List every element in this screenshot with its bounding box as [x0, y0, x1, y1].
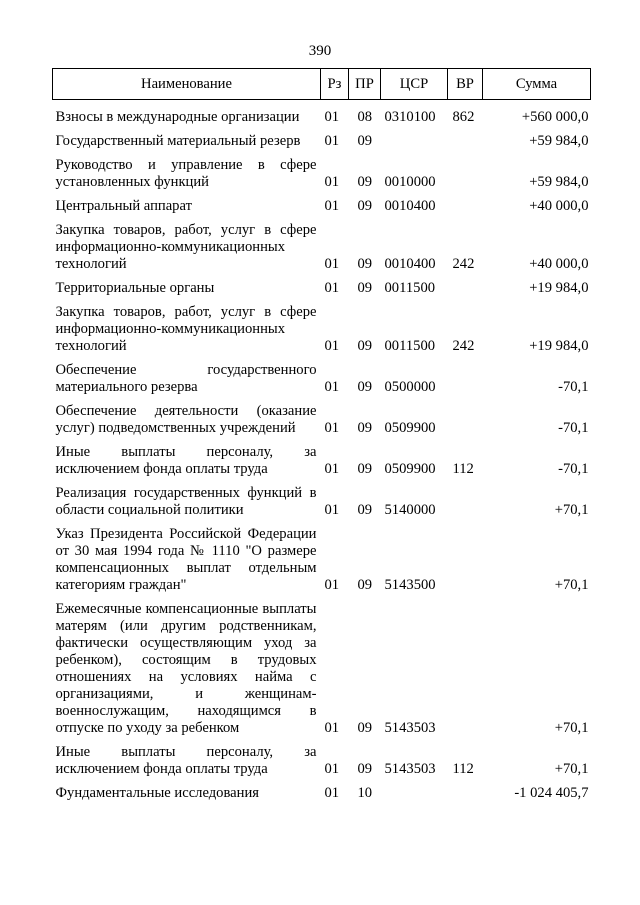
cell-name: Реализация государственных функций в области социальной политики	[55, 485, 317, 518]
cell-vr: 112	[452, 761, 474, 777]
cell-sum: -70,1	[558, 461, 589, 477]
cell-rz: 01	[324, 761, 340, 777]
cell-sum: +70,1	[554, 577, 589, 593]
cell-pr: 09	[357, 502, 373, 518]
table-row	[53, 437, 591, 478]
header-sum: Сумма	[483, 69, 591, 100]
cell-name: Территориальные органы	[55, 280, 215, 296]
table-row	[53, 215, 591, 273]
cell-name: Руководство и управление в сфере установленных функций	[55, 157, 317, 190]
table-header-row	[53, 69, 591, 100]
cell-csr	[381, 778, 448, 802]
cell-vr	[448, 273, 483, 297]
cell-pr: 09	[357, 174, 373, 190]
cell-sum: +40 000,0	[529, 198, 589, 214]
table-row	[53, 396, 591, 437]
cell-name: Указ Президента Российской Федерации от 30 мая 1994 года № 1110 "О размере компенсационных выплат отдельным категориям граждан"	[55, 526, 317, 593]
cell-rz: 01	[324, 133, 340, 149]
cell-csr: 0509900	[384, 420, 436, 436]
cell-name: Центральный аппарат	[55, 198, 192, 214]
cell-pr: 08	[357, 109, 373, 125]
table-row	[53, 778, 591, 802]
table-body	[53, 100, 591, 803]
cell-pr: 09	[357, 133, 373, 149]
cell-csr: 0011500	[384, 280, 436, 296]
table-row	[53, 191, 591, 215]
page-number: 390	[308, 43, 332, 59]
table-row	[53, 273, 591, 297]
table-row	[53, 100, 591, 127]
cell-name: Взносы в международные организации	[55, 109, 300, 125]
cell-vr	[448, 396, 483, 437]
cell-rz: 01	[324, 785, 340, 801]
cell-sum: +59 984,0	[529, 174, 589, 190]
cell-rz: 01	[324, 461, 340, 477]
cell-csr: 5140000	[384, 502, 436, 518]
cell-vr	[448, 519, 483, 594]
cell-pr: 09	[357, 420, 373, 436]
cell-name: Иные выплаты персоналу, за исключением фонда оплаты труда	[55, 444, 317, 477]
cell-pr: 10	[357, 785, 373, 801]
cell-rz: 01	[324, 577, 340, 593]
cell-sum: -70,1	[558, 379, 589, 395]
header-vr: ВР	[448, 69, 483, 100]
cell-name: Государственный материальный резерв	[55, 133, 301, 149]
cell-sum: +70,1	[554, 720, 589, 736]
budget-table	[52, 68, 591, 802]
cell-rz: 01	[324, 174, 340, 190]
cell-name: Обеспечение деятельности (оказание услуг) подведомственных учреждений	[55, 403, 317, 436]
cell-vr	[448, 191, 483, 215]
cell-rz: 01	[324, 338, 340, 354]
cell-csr: 0010400	[384, 256, 436, 272]
cell-vr	[448, 778, 483, 802]
cell-sum: +19 984,0	[529, 280, 589, 296]
cell-sum: +70,1	[554, 502, 589, 518]
table-row	[53, 594, 591, 737]
table-row	[53, 297, 591, 355]
cell-pr: 09	[357, 577, 373, 593]
cell-vr	[448, 150, 483, 191]
cell-pr: 09	[357, 280, 373, 296]
cell-pr: 09	[357, 338, 373, 354]
cell-csr: 5143503	[384, 720, 436, 736]
table-row	[53, 519, 591, 594]
cell-rz: 01	[324, 198, 340, 214]
cell-rz: 01	[324, 280, 340, 296]
cell-sum: +40 000,0	[529, 256, 589, 272]
cell-csr: 5143503	[384, 761, 436, 777]
cell-csr: 0010400	[384, 198, 436, 214]
cell-name: Ежемесячные компенсационные выплаты матерям (или другим родственникам, фактически осуществляющим уход за ребенком), состоящим в трудовых отношениях на условиях найма с организациями, и женщинам-военнослужащим, находящимся в отпуске по уходу за ребенком	[55, 601, 317, 736]
cell-csr: 0509900	[384, 461, 436, 477]
cell-rz: 01	[324, 420, 340, 436]
cell-name: Иные выплаты персоналу, за исключением фонда оплаты труда	[55, 744, 317, 777]
cell-name: Обеспечение государственного материального резерва	[55, 362, 317, 395]
cell-rz: 01	[324, 379, 340, 395]
cell-name: Закупка товаров, работ, услуг в сфере информационно-коммуникационных технологий	[55, 222, 317, 272]
cell-csr	[381, 126, 448, 150]
cell-rz: 01	[324, 502, 340, 518]
cell-csr: 0010000	[384, 174, 436, 190]
cell-vr: 242	[452, 338, 475, 354]
cell-name: Закупка товаров, работ, услуг в сфере информационно-коммуникационных технологий	[55, 304, 317, 354]
cell-pr: 09	[357, 198, 373, 214]
cell-sum: -70,1	[558, 420, 589, 436]
table-row	[53, 355, 591, 396]
cell-pr: 09	[357, 761, 373, 777]
cell-rz: 01	[324, 256, 340, 272]
cell-vr	[448, 594, 483, 737]
cell-sum: -1 024 405,7	[514, 785, 589, 801]
cell-vr: 862	[452, 109, 475, 125]
table-row	[53, 478, 591, 519]
cell-vr: 112	[452, 461, 474, 477]
cell-pr: 09	[357, 256, 373, 272]
header-rz: Рз	[321, 69, 349, 100]
table-row	[53, 150, 591, 191]
cell-pr: 09	[357, 720, 373, 736]
cell-name: Фундаментальные исследования	[55, 785, 259, 801]
header-name: Наименование	[53, 69, 321, 100]
cell-sum: +560 000,0	[521, 109, 589, 125]
cell-rz: 01	[324, 720, 340, 736]
header-pr: ПР	[349, 69, 381, 100]
cell-csr: 0500000	[384, 379, 436, 395]
header-csr: ЦСР	[381, 69, 448, 100]
cell-sum: +19 984,0	[529, 338, 589, 354]
table-row	[53, 737, 591, 778]
cell-pr: 09	[357, 461, 373, 477]
cell-vr	[448, 478, 483, 519]
cell-vr	[448, 355, 483, 396]
cell-rz: 01	[324, 109, 340, 125]
cell-sum: +70,1	[554, 761, 589, 777]
cell-csr: 0011500	[384, 338, 436, 354]
cell-pr: 09	[357, 379, 373, 395]
cell-csr: 5143500	[384, 577, 436, 593]
cell-sum: +59 984,0	[529, 133, 589, 149]
cell-csr: 0310100	[384, 109, 436, 125]
cell-vr	[448, 126, 483, 150]
table-row	[53, 126, 591, 150]
cell-vr: 242	[452, 256, 475, 272]
